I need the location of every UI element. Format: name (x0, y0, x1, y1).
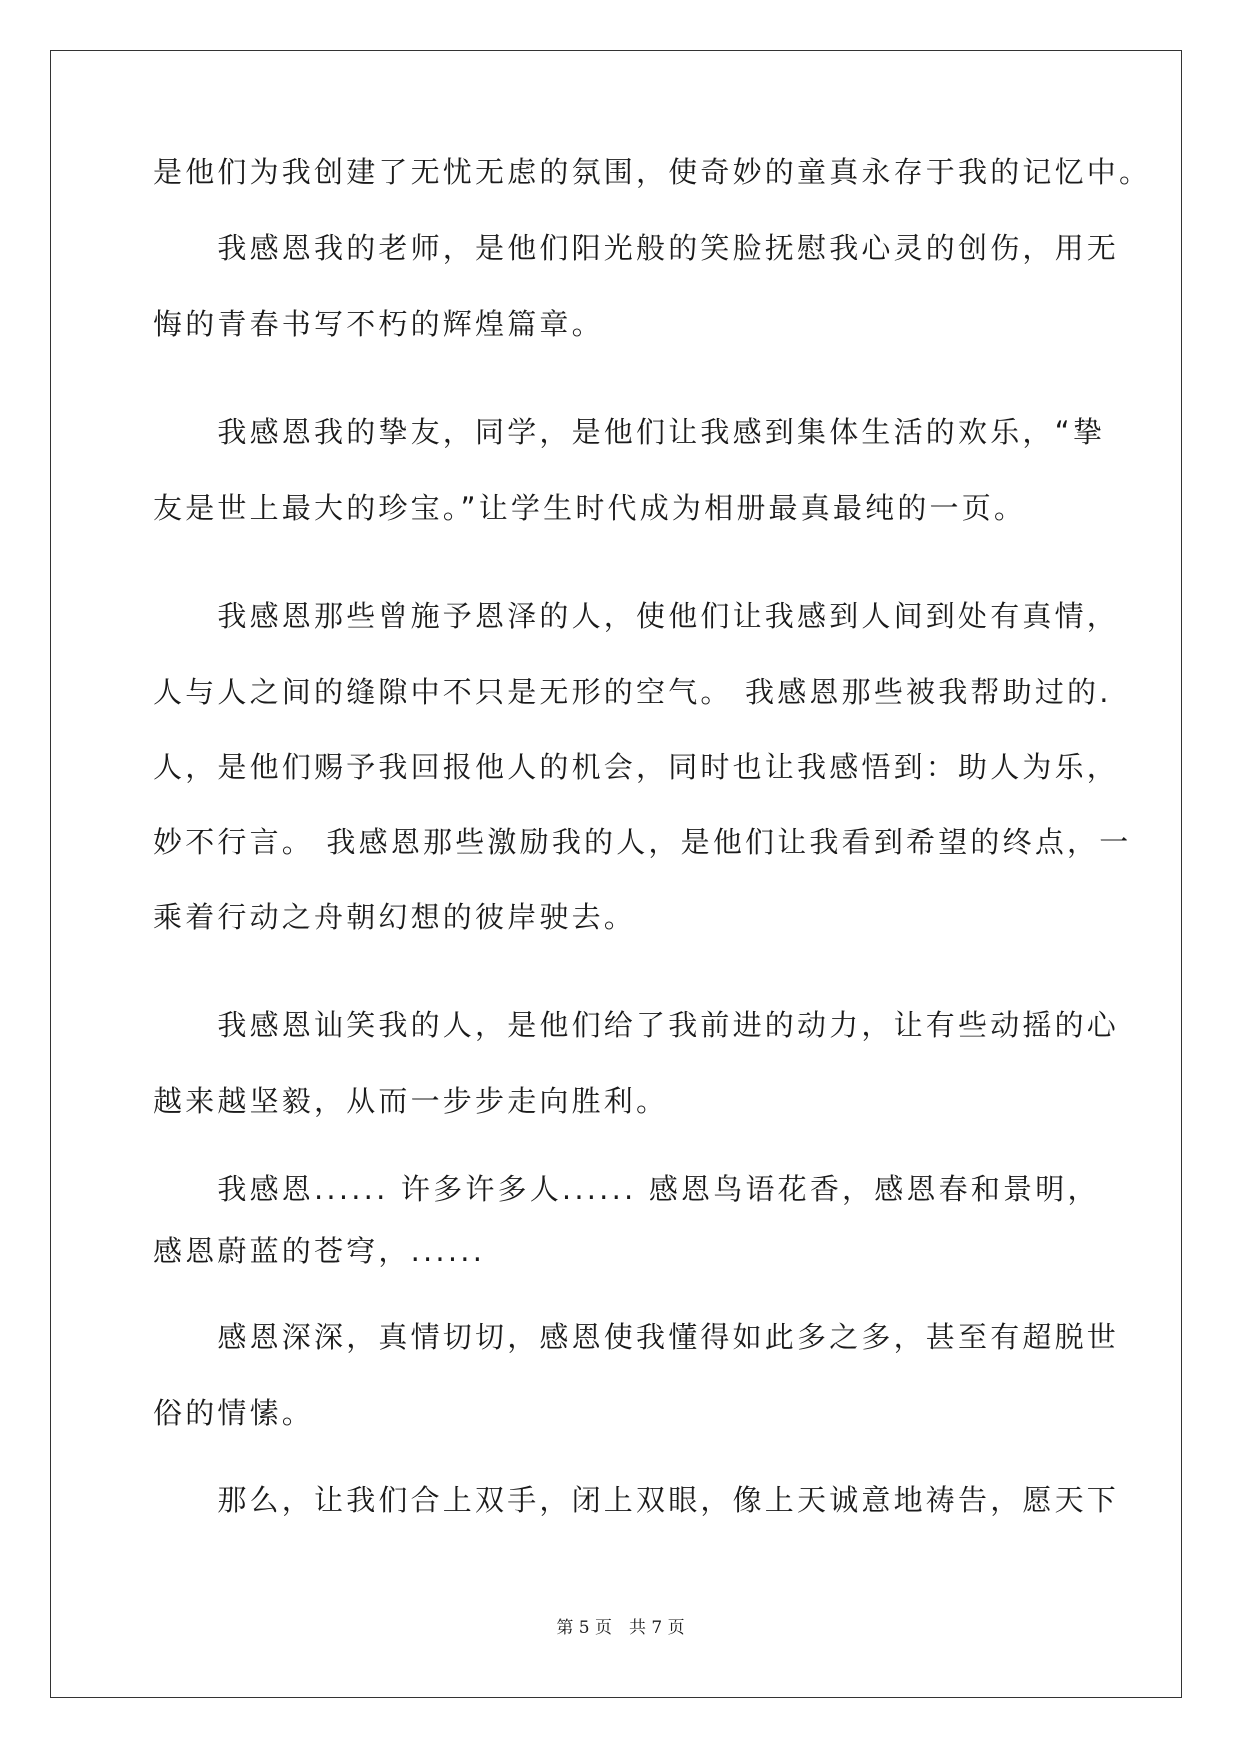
text-line: 友是世上最大的珍宝。”让学生时代成为相册最真最纯的一页。 (153, 491, 1027, 525)
text-line: 那么，让我们合上双手，闭上双眼，像上天诚意地祷告，愿天下 (153, 1483, 1120, 1517)
text-line: 乘着行动之舟朝幻想的彼岸驶去。 (153, 900, 637, 934)
text-line: 我感恩讪笑我的人，是他们给了我前进的动力，让有些动摇的心 (153, 1008, 1120, 1042)
page-number-footer: 第 5 页 共 7 页 (556, 1618, 685, 1638)
text-line: 我感恩...... 许多许多人...... 感恩鸟语花香，感恩春和景明， (153, 1172, 1100, 1206)
text-line: 人，是他们赐予我回报他人的机会，同时也让我感悟到：助人为乐， (153, 750, 1120, 784)
page-border (50, 50, 1182, 1698)
text-line: 感恩深深，真情切切，感恩使我懂得如此多之多，甚至有超脱世 (153, 1320, 1120, 1354)
text-line: 妙不行言。 我感恩那些激励我的人，是他们让我看到希望的终点，一 (153, 825, 1132, 859)
text-line: 感恩蔚蓝的苍穹，...... (153, 1234, 486, 1268)
text-line: 俗的情愫。 (153, 1396, 315, 1430)
text-line: 是他们为我创建了无忧无虑的氛围，使奇妙的童真永存于我的记忆中。 (153, 155, 1152, 189)
text-line: 我感恩我的老师，是他们阳光般的笑脸抚慰我心灵的创伤，用无 (153, 231, 1120, 265)
text-line: 越来越坚毅，从而一步步走向胜利。 (153, 1084, 669, 1118)
text-line: 人与人之间的缝隙中不只是无形的空气。 我感恩那些被我帮助过的. (153, 675, 1112, 709)
text-line: 悔的青春书写不朽的辉煌篇章。 (153, 307, 604, 341)
text-line: 我感恩那些曾施予恩泽的人，使他们让我感到人间到处有真情， (153, 599, 1120, 633)
text-line: 我感恩我的挚友，同学，是他们让我感到集体生活的欢乐，“挚 (153, 415, 1106, 449)
